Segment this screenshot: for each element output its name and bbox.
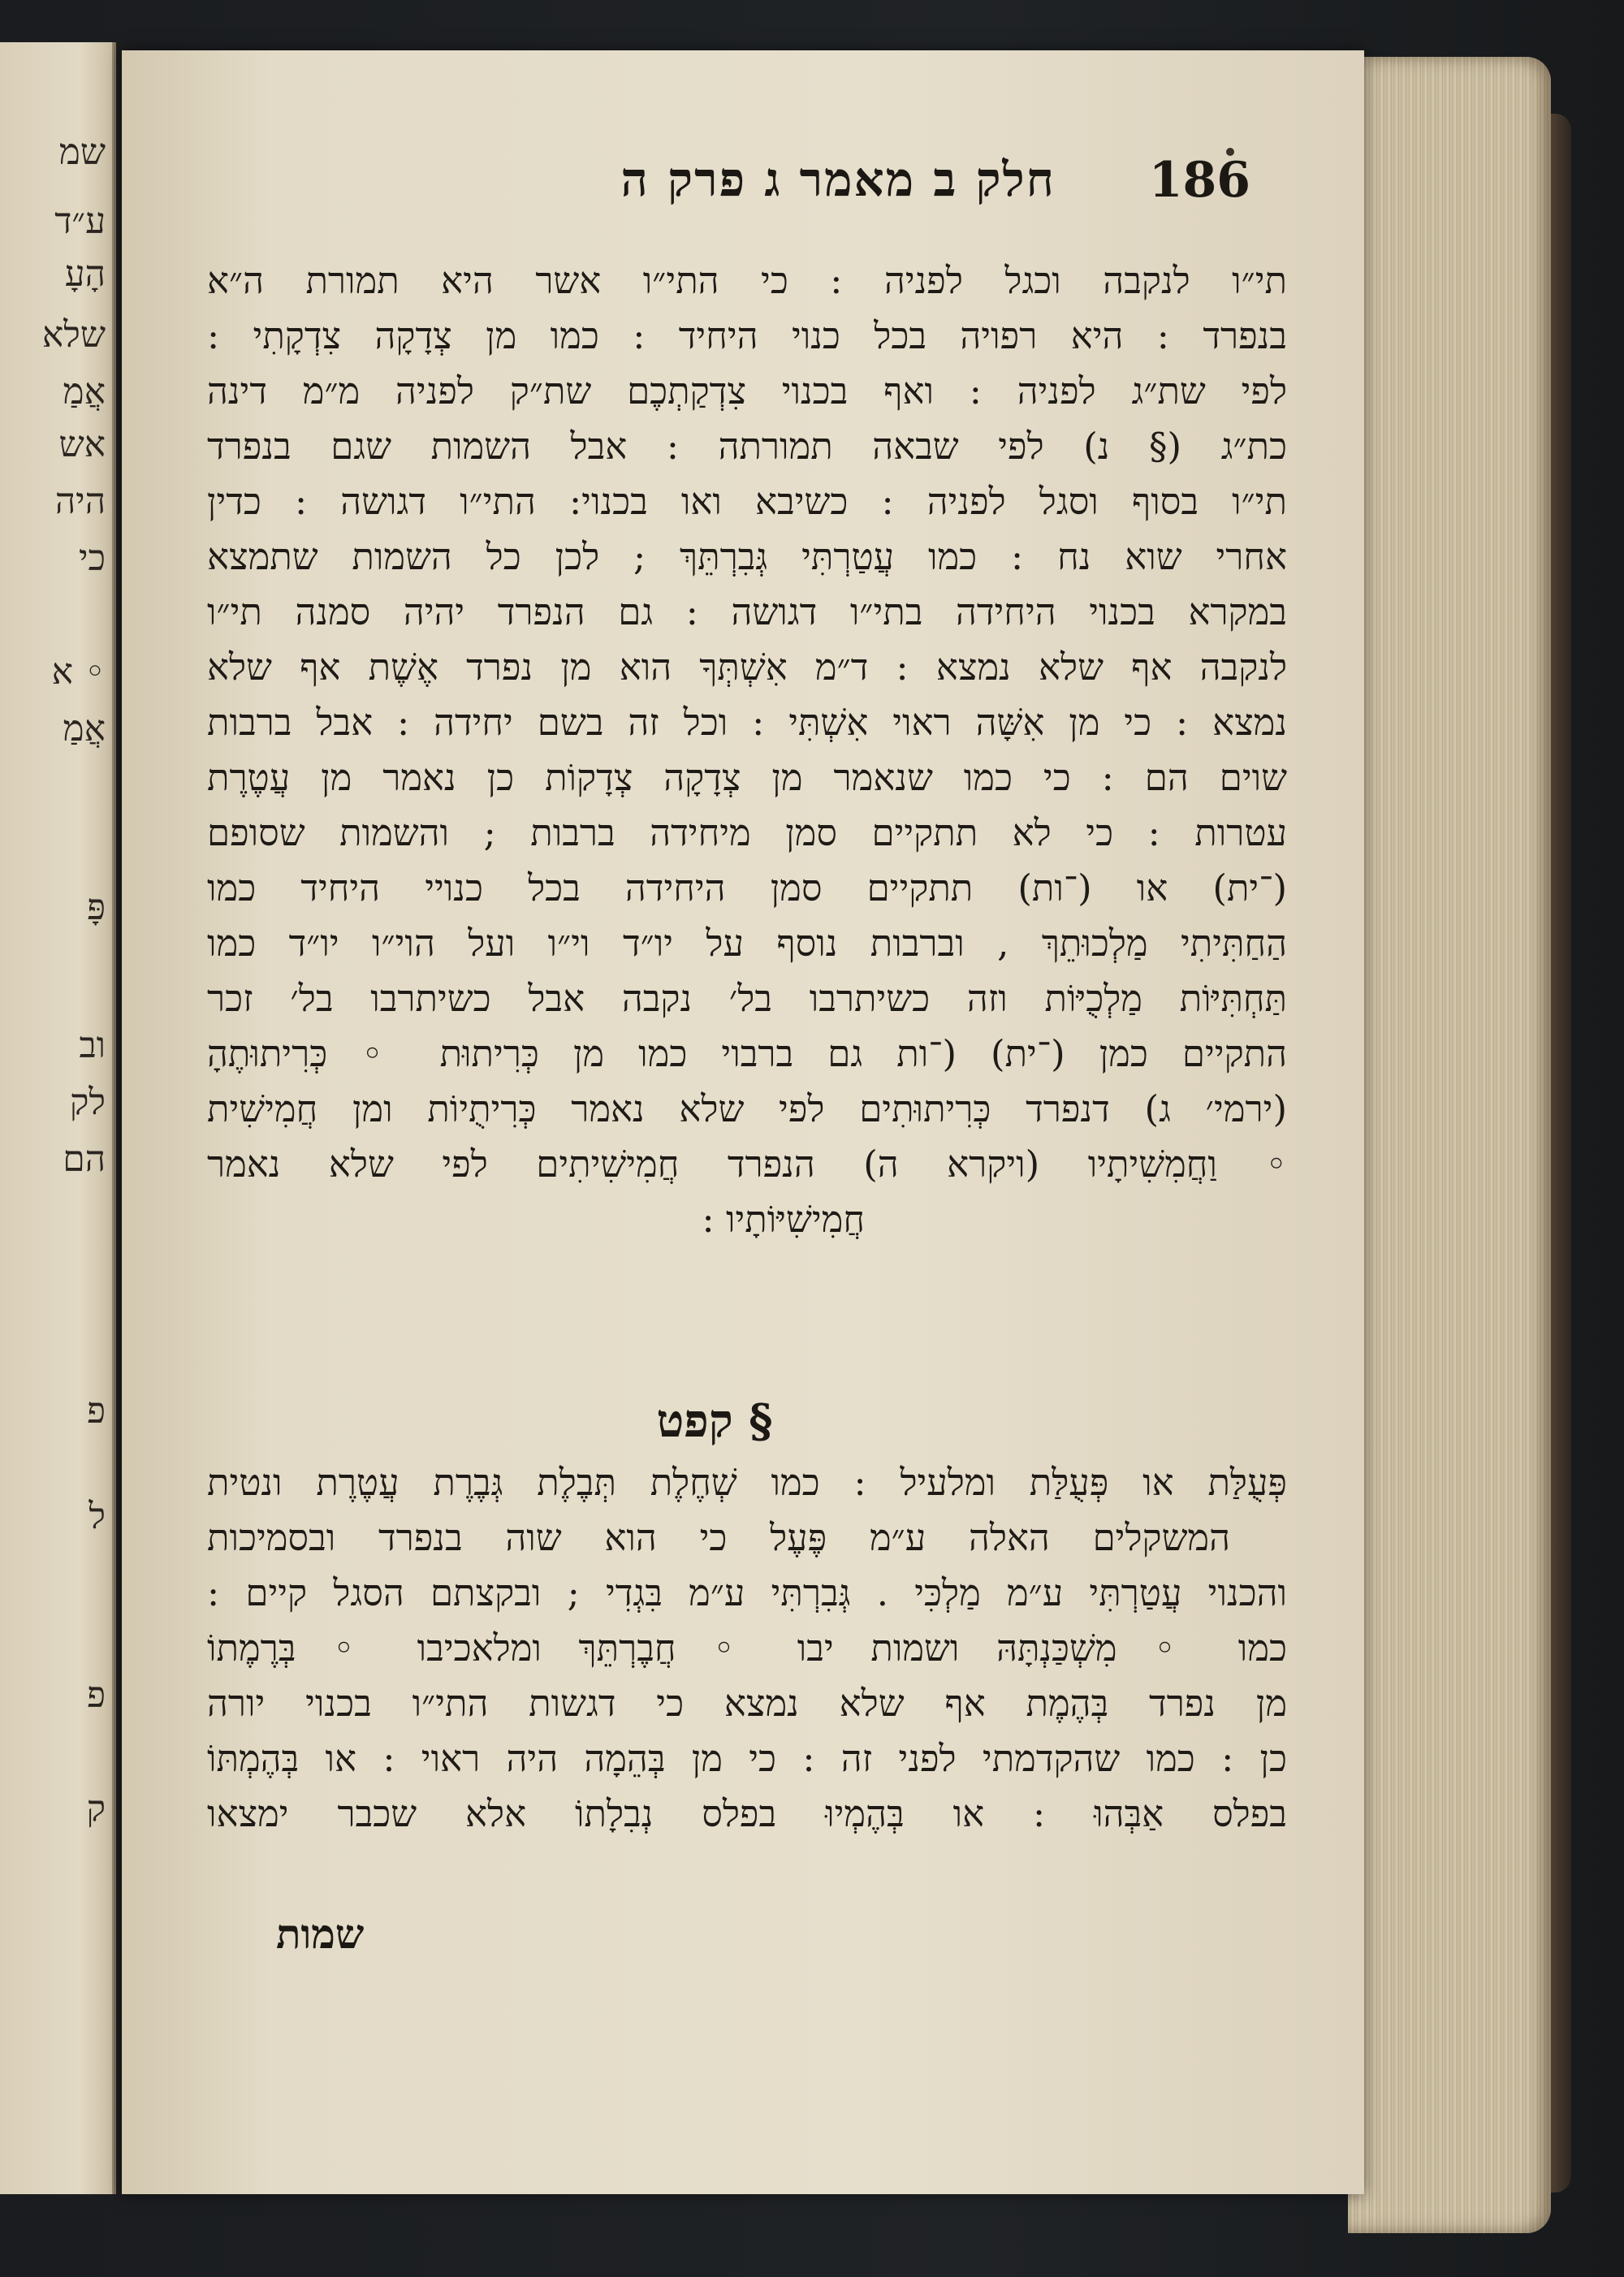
facing-fragment: הָעָ bbox=[64, 253, 106, 295]
text-line: ◦ וַחֲמִשִׁיתָיו (ויקרא ה) הנפרד חֲמִישִׁיתִים לפי שלא נאמר bbox=[207, 1143, 1287, 1186]
facing-fragment: שמ bbox=[58, 132, 106, 173]
text-line: פְּעֻלַּת או פְּעֻלַּת ומלעיל : כמו שְׁחֶלֶת תְּבֶלֶת גְּבֶרֶת עֲטֶרֶת ונטית bbox=[207, 1461, 1287, 1504]
facing-fragment: אֲמַ bbox=[63, 708, 106, 750]
catchword: שמות bbox=[276, 1910, 365, 1958]
text-line: והכנוי עֲטַרְתִּי ע״מ מַלְכִּי . גְּבִרְתִּי ע״מ בִּגְדִי ; ובקצתם הסגל קיים : bbox=[207, 1571, 1287, 1614]
text-line: אחרי שוא נח : כמו עֲטַרְתִּי גְּבִרְתֵּךְ ; לכן כל השמות שתמצא bbox=[207, 535, 1287, 578]
text-line: שוים הם : כי כמו שנאמר מן צְדָקָה צְדָקוֹת כן נאמר מן עֲטֶרֶת bbox=[207, 756, 1287, 799]
text-line: כמו ◦ מִשְׁכַּנְתָּהּ ושמות יבו ◦ חֲבֶרְתֵּךְ ומלאכיבו ◦ בְּרֶמֶתוֹ bbox=[207, 1627, 1287, 1670]
main-page bbox=[122, 50, 1364, 2194]
page-edges bbox=[1348, 57, 1551, 2233]
facing-fragment: ק bbox=[86, 1788, 106, 1830]
text-line: עטרות : כי לא תתקיים סמן מיחידה ברבות ; והשמות שסופם bbox=[207, 811, 1287, 854]
facing-fragment: אֲמַ bbox=[63, 371, 106, 413]
facing-fragment: אש bbox=[58, 424, 106, 465]
text-line: הַחַתִּיתִי מַלְכוּתֵךְ , וברבות נוסף על יו״ד וי״ו ועל הוי״ו יו״ד כמו bbox=[207, 922, 1287, 965]
text-line: חֲמִישִׁיּוֹתָיו : bbox=[702, 1198, 865, 1241]
page-number: 186 bbox=[1148, 152, 1250, 209]
text-line: התקיים כמן (־ית) (־ות גם ברבוי כמו מן כְּרִיתוּת ◦ כְּרִיתוּתֶהָ bbox=[207, 1032, 1287, 1075]
text-line: כת״ג (§ נ) לפי שבאה תמורתה : אבל השמות שגם בנפרד bbox=[207, 425, 1287, 468]
text-line: תי״ו לנקבה וכגל לפניה : כי התי״ו אשר היא תמורת ה״א bbox=[207, 259, 1287, 302]
text-line: המשקלים האלה ע״מ פֶּעֶל כי הוא שוה בנפרד ובסמיכות bbox=[207, 1516, 1230, 1559]
facing-fragment: ◦ א bbox=[51, 651, 106, 693]
text-line: נמצא : כי מן אִשָּׁה ראוי אִשְׁתִּי : וכל זה בשם יחידה : אבל ברבות bbox=[207, 701, 1287, 744]
text-line: לנקבה אף שלא נמצא : ד״מ אִשְׁתְּךָ הוא מן נפרד אֶשֶׁת אף שלא bbox=[207, 646, 1287, 689]
text-line: בפלס אַבְּהוּ : או בְּהֶמְיוּ בפלס נְבִלָתוֹ אלא שכבר ימצאו bbox=[207, 1792, 1287, 1835]
section-heading: § קפט bbox=[656, 1394, 773, 1448]
text-line: כן : כמו שהקדמתי לפני זה : כי מן בְּהֵמָה היה ראוי : או בְּהֶמְתּוֹ bbox=[207, 1737, 1287, 1780]
facing-fragment: היה bbox=[54, 481, 106, 522]
text-line: בנפרד : היא רפויה בכל כנוי היחיד : כמו מן צְדָקָה צִדְקָתִי : bbox=[207, 314, 1287, 357]
page-header bbox=[284, 152, 1250, 225]
facing-fragment: שלא bbox=[41, 314, 106, 356]
facing-fragment: וב bbox=[79, 1025, 106, 1066]
facing-fragment: פ bbox=[86, 1674, 106, 1716]
text-line: תַּחְתִּיּוֹת מַלְכֻיּוֹת וזה כשיתרבו בל׳ נקבה אבל כשיתרבו בל׳ זכר bbox=[207, 977, 1287, 1020]
facing-page bbox=[0, 42, 116, 2194]
running-title: חלק ב מאמר ג פרק ה bbox=[620, 152, 1056, 207]
facing-fragment: לק bbox=[69, 1082, 106, 1123]
text-line: (־ית) או (־ות) תתקיים סמן היחידה בכל כנויי היחיד כמו bbox=[207, 866, 1287, 910]
facing-fragment: ל bbox=[89, 1496, 106, 1537]
body-text bbox=[207, 253, 1287, 1247]
text-line: לפי שת״ג לפניה : ואף בכנוי צִדְקַתְכֶם שת״ק לפניה מ״מ דינה bbox=[207, 369, 1287, 413]
text-line: תי״ו בסוף וסגל לפניה : כשיבא ואו בכנוי: התי״ו דגושה : כדין bbox=[207, 480, 1287, 523]
facing-fragment: פ bbox=[86, 1390, 106, 1432]
text-line: במקרא בכנוי היחידה בתי״ו דגושה : גם הנפרד יהיה סמנה תי״ו bbox=[207, 590, 1287, 633]
text-line: (ירמי׳ ג) דנפרד כְּרִיתוּתִים לפי שלא נאמר כְּרִיתֻיוֹת ומן חֲמִישִׁית bbox=[207, 1087, 1287, 1130]
facing-fragment: פָּ bbox=[86, 887, 106, 928]
facing-fragment: כי bbox=[78, 538, 106, 579]
section-text bbox=[207, 1455, 1287, 1842]
text-line: מן נפרד בְּהֶמֶת אף שלא נמצא כי דגשות התי״ו בכנוי יורה bbox=[207, 1682, 1287, 1725]
facing-fragment: הם bbox=[63, 1138, 106, 1180]
facing-fragment: ע״ד bbox=[54, 201, 106, 242]
